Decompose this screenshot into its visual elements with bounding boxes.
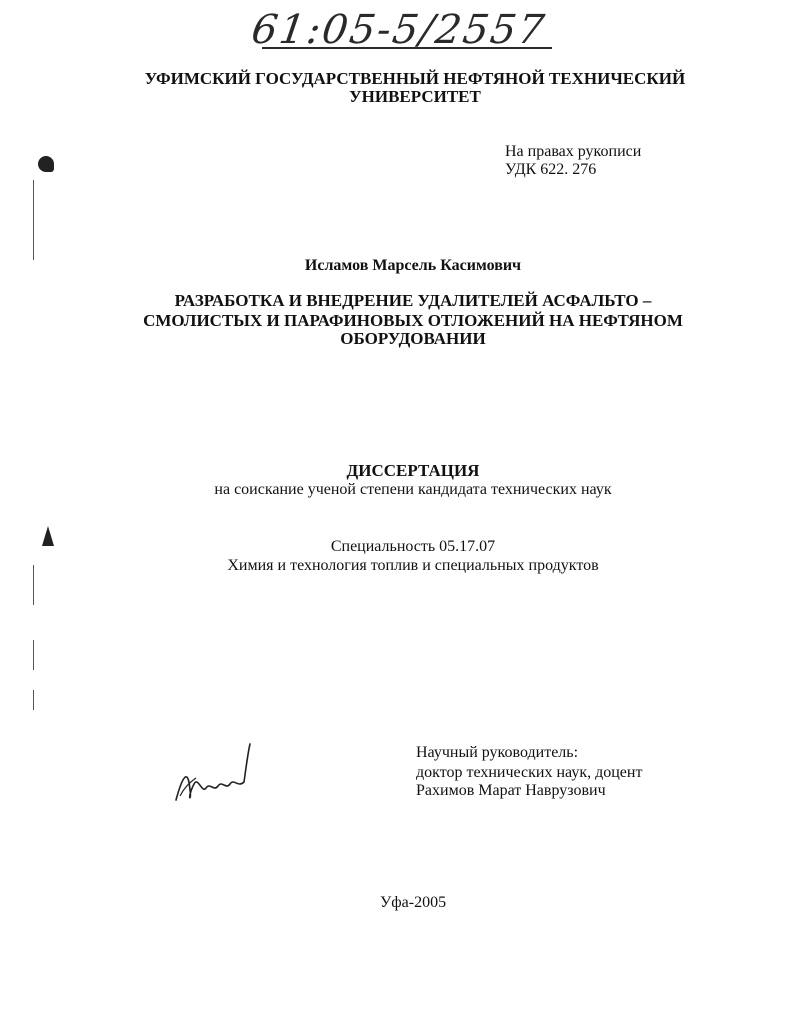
author-name: Исламов Марсель Касимович: [304, 257, 522, 274]
specialty-name: Химия и технология топлив и специальных продуктов: [227, 557, 599, 574]
university-name-line-2: УНИВЕРСИТЕТ: [349, 87, 481, 106]
document-type-heading: ДИССЕРТАЦИЯ: [346, 461, 480, 480]
scan-edge-line-2: [33, 565, 34, 605]
scan-artifact-mark: [38, 156, 54, 172]
advisor-label: Научный руководитель:: [416, 744, 579, 761]
dissertation-title-line-3: ОБОРУДОВАНИИ: [340, 329, 486, 348]
author-signature: [168, 738, 258, 808]
scan-edge-line-4: [33, 690, 34, 710]
manuscript-rights-label: На правах рукописи: [505, 143, 642, 160]
udc-code: УДК 622. 276: [505, 161, 597, 178]
city-year: Уфа-2005: [379, 894, 447, 911]
scan-edge-line-3: [33, 640, 34, 670]
advisor-name: Рахимов Марат Наврузович: [416, 782, 606, 799]
archive-code-underline: [262, 46, 552, 50]
university-name-line-1: УФИМСКИЙ ГОСУДАРСТВЕННЫЙ НЕФТЯНОЙ ТЕХНИЧЕСКИЙ: [144, 69, 686, 88]
dissertation-title-line-2: СМОЛИСТЫХ И ПАРАФИНОВЫХ ОТЛОЖЕНИЙ НА НЕФТЯНОМ: [143, 311, 683, 330]
scan-edge-line-1: [33, 180, 34, 260]
dissertation-title-line-1: РАЗРАБОТКА И ВНЕДРЕНИЕ УДАЛИТЕЛЕЙ АСФАЛЬТО –: [174, 291, 652, 310]
degree-subtitle: на соискание ученой степени кандидата технических наук: [214, 481, 612, 498]
handwritten-archive-code: 61:05-5/2557: [248, 7, 549, 53]
specialty-code: Специальность 05.17.07: [330, 538, 496, 555]
scan-artifact-triangle: [40, 524, 56, 548]
advisor-degree: доктор технических наук, доцент: [416, 764, 643, 781]
